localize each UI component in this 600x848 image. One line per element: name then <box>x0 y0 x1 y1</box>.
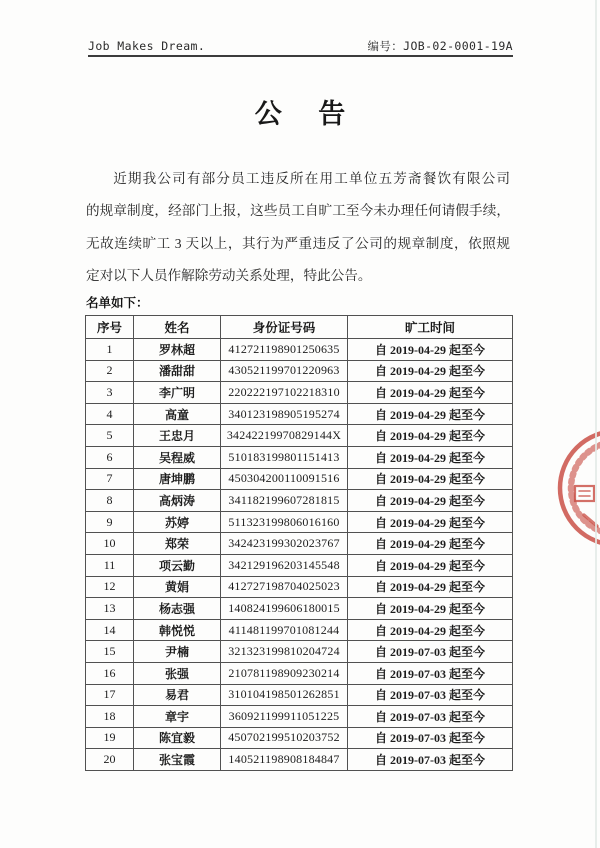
cell-name: 张强 <box>134 662 221 684</box>
page-title: 公 告 <box>254 99 361 129</box>
table-row <box>86 511 513 533</box>
cell-absence-time: 自 2019-07-03 起至今 <box>348 749 513 771</box>
cell-id-number: 34242219970829144X <box>221 425 348 447</box>
cell-id-number: 341182199607281815 <box>221 490 348 512</box>
cell-name: 郑荣 <box>134 533 221 555</box>
cell-index: 8 <box>86 490 134 512</box>
cell-absence-time: 自 2019-04-29 起至今 <box>348 339 513 361</box>
cell-id-number: 310104198501262851 <box>221 684 348 706</box>
cell-index: 10 <box>86 533 134 555</box>
cell-id-number: 412727198704025023 <box>221 576 348 598</box>
seal-circle-icon <box>552 418 600 566</box>
cell-absence-time: 自 2019-07-03 起至今 <box>348 641 513 663</box>
cell-id-number: 411481199701081244 <box>221 619 348 641</box>
cell-index: 4 <box>86 403 134 425</box>
cell-index: 17 <box>86 684 134 706</box>
cell-absence-time: 自 2019-04-29 起至今 <box>348 576 513 598</box>
cell-index: 3 <box>86 382 134 404</box>
absence-table <box>85 315 513 771</box>
cell-index: 11 <box>86 554 134 576</box>
cell-id-number: 510183199801151413 <box>221 446 348 468</box>
cell-index: 6 <box>86 446 134 468</box>
column-header-index: 序号 <box>86 316 134 339</box>
cell-name: 王忠月 <box>134 425 221 447</box>
table-row <box>86 490 513 512</box>
cell-id-number: 140824199606180015 <box>221 598 348 620</box>
cell-id-number: 340123198905195274 <box>221 403 348 425</box>
table-header-row <box>86 316 513 339</box>
header-slogan: Job Makes Dream. <box>88 39 206 53</box>
cell-index: 7 <box>86 468 134 490</box>
column-header-absence-time: 旷工时间 <box>348 316 513 339</box>
cell-index: 9 <box>86 511 134 533</box>
cell-name: 杨志强 <box>134 598 221 620</box>
cell-id-number: 450304200110091516 <box>221 468 348 490</box>
column-header-id-number: 身份证号码 <box>221 316 348 339</box>
cell-id-number: 450702199510203752 <box>221 727 348 749</box>
cell-name: 潘甜甜 <box>134 360 221 382</box>
cell-index: 12 <box>86 576 134 598</box>
table-row <box>86 619 513 641</box>
cell-id-number: 430521199701220963 <box>221 360 348 382</box>
cell-absence-time: 自 2019-04-29 起至今 <box>348 446 513 468</box>
cell-id-number: 321323199810204724 <box>221 641 348 663</box>
cell-absence-time: 自 2019-07-03 起至今 <box>348 727 513 749</box>
paragraph-line: 定对以下人员作解除劳动关系处理，特此公告。 <box>86 268 372 284</box>
scan-edge-artifact <box>595 0 597 848</box>
table-row <box>86 403 513 425</box>
table-row <box>86 382 513 404</box>
absence-table-body <box>86 339 513 771</box>
cell-absence-time: 自 2019-07-03 起至今 <box>348 706 513 728</box>
announcement-body <box>86 163 510 293</box>
cell-absence-time: 自 2019-04-29 起至今 <box>348 490 513 512</box>
cell-id-number: 210781198909230214 <box>221 662 348 684</box>
cell-name: 易君 <box>134 684 221 706</box>
cell-name: 韩悦悦 <box>134 619 221 641</box>
cell-absence-time: 自 2019-04-29 起至今 <box>348 382 513 404</box>
cell-id-number: 511323199806016160 <box>221 511 348 533</box>
cell-absence-time: 自 2019-04-29 起至今 <box>348 554 513 576</box>
cell-id-number: 220222197102218310 <box>221 382 348 404</box>
cell-absence-time: 自 2019-04-29 起至今 <box>348 425 513 447</box>
cell-index: 20 <box>86 749 134 771</box>
column-header-name: 姓名 <box>134 316 221 339</box>
table-row <box>86 727 513 749</box>
cell-absence-time: 自 2019-04-29 起至今 <box>348 468 513 490</box>
cell-index: 18 <box>86 706 134 728</box>
cell-absence-time: 自 2019-07-03 起至今 <box>348 684 513 706</box>
table-row <box>86 706 513 728</box>
cell-name: 唐坤鹏 <box>134 468 221 490</box>
cell-name: 罗林超 <box>134 339 221 361</box>
cell-id-number: 342423199302023767 <box>221 533 348 555</box>
cell-index: 5 <box>86 425 134 447</box>
cell-id-number: 342129196203145548 <box>221 554 348 576</box>
table-row <box>86 684 513 706</box>
cell-name: 张宝霞 <box>134 749 221 771</box>
cell-absence-time: 自 2019-04-29 起至今 <box>348 511 513 533</box>
cell-name: 李广明 <box>134 382 221 404</box>
table-row <box>86 598 513 620</box>
cell-absence-time: 自 2019-04-29 起至今 <box>348 360 513 382</box>
header-doc-number: 编号：JOB-02-0001-19A <box>367 39 513 53</box>
company-seal-stamp <box>552 418 600 566</box>
cell-name: 高童 <box>134 403 221 425</box>
cell-index: 15 <box>86 641 134 663</box>
cell-index: 13 <box>86 598 134 620</box>
cell-absence-time: 自 2019-04-29 起至今 <box>348 533 513 555</box>
cell-absence-time: 自 2019-07-03 起至今 <box>348 662 513 684</box>
list-intro: 名单如下： <box>86 296 149 310</box>
cell-absence-time: 自 2019-04-29 起至今 <box>348 598 513 620</box>
cell-absence-time: 自 2019-04-29 起至今 <box>348 403 513 425</box>
cell-id-number: 140521198908184847 <box>221 749 348 771</box>
cell-name: 章宇 <box>134 706 221 728</box>
cell-index: 14 <box>86 619 134 641</box>
cell-name: 项云勤 <box>134 554 221 576</box>
table-row <box>86 425 513 447</box>
table-row <box>86 339 513 361</box>
cell-index: 19 <box>86 727 134 749</box>
document-header <box>88 38 513 54</box>
cell-absence-time: 自 2019-04-29 起至今 <box>348 619 513 641</box>
table-row <box>86 446 513 468</box>
paragraph-line: 的规章制度，经部门上报，这些员工自旷工至今未办理任何请假手续， <box>86 203 510 219</box>
table-row <box>86 662 513 684</box>
table-row <box>86 468 513 490</box>
paragraph-line: 近期我公司有部分员工违反所在用工单位五芳斋餐饮有限公司 <box>113 171 510 186</box>
cell-index: 1 <box>86 339 134 361</box>
table-row <box>86 641 513 663</box>
cell-name: 陈宜毅 <box>134 727 221 749</box>
table-row <box>86 360 513 382</box>
table-row <box>86 749 513 771</box>
cell-name: 苏婷 <box>134 511 221 533</box>
cell-name: 黄娟 <box>134 576 221 598</box>
table-row <box>86 533 513 555</box>
cell-name: 尹楠 <box>134 641 221 663</box>
cell-index: 16 <box>86 662 134 684</box>
paragraph-line: 无故连续旷工 3 天以上，其行为严重违反了公司的规章制度，依照规 <box>86 235 510 251</box>
header-divider <box>88 55 513 57</box>
cell-name: 吴程威 <box>134 446 221 468</box>
cell-id-number: 360921199911051225 <box>221 706 348 728</box>
cell-id-number: 412721198901250635 <box>221 339 348 361</box>
cell-name: 高炳涛 <box>134 490 221 512</box>
cell-index: 2 <box>86 360 134 382</box>
table-row <box>86 554 513 576</box>
absence-table-header <box>86 316 513 339</box>
table-row <box>86 576 513 598</box>
